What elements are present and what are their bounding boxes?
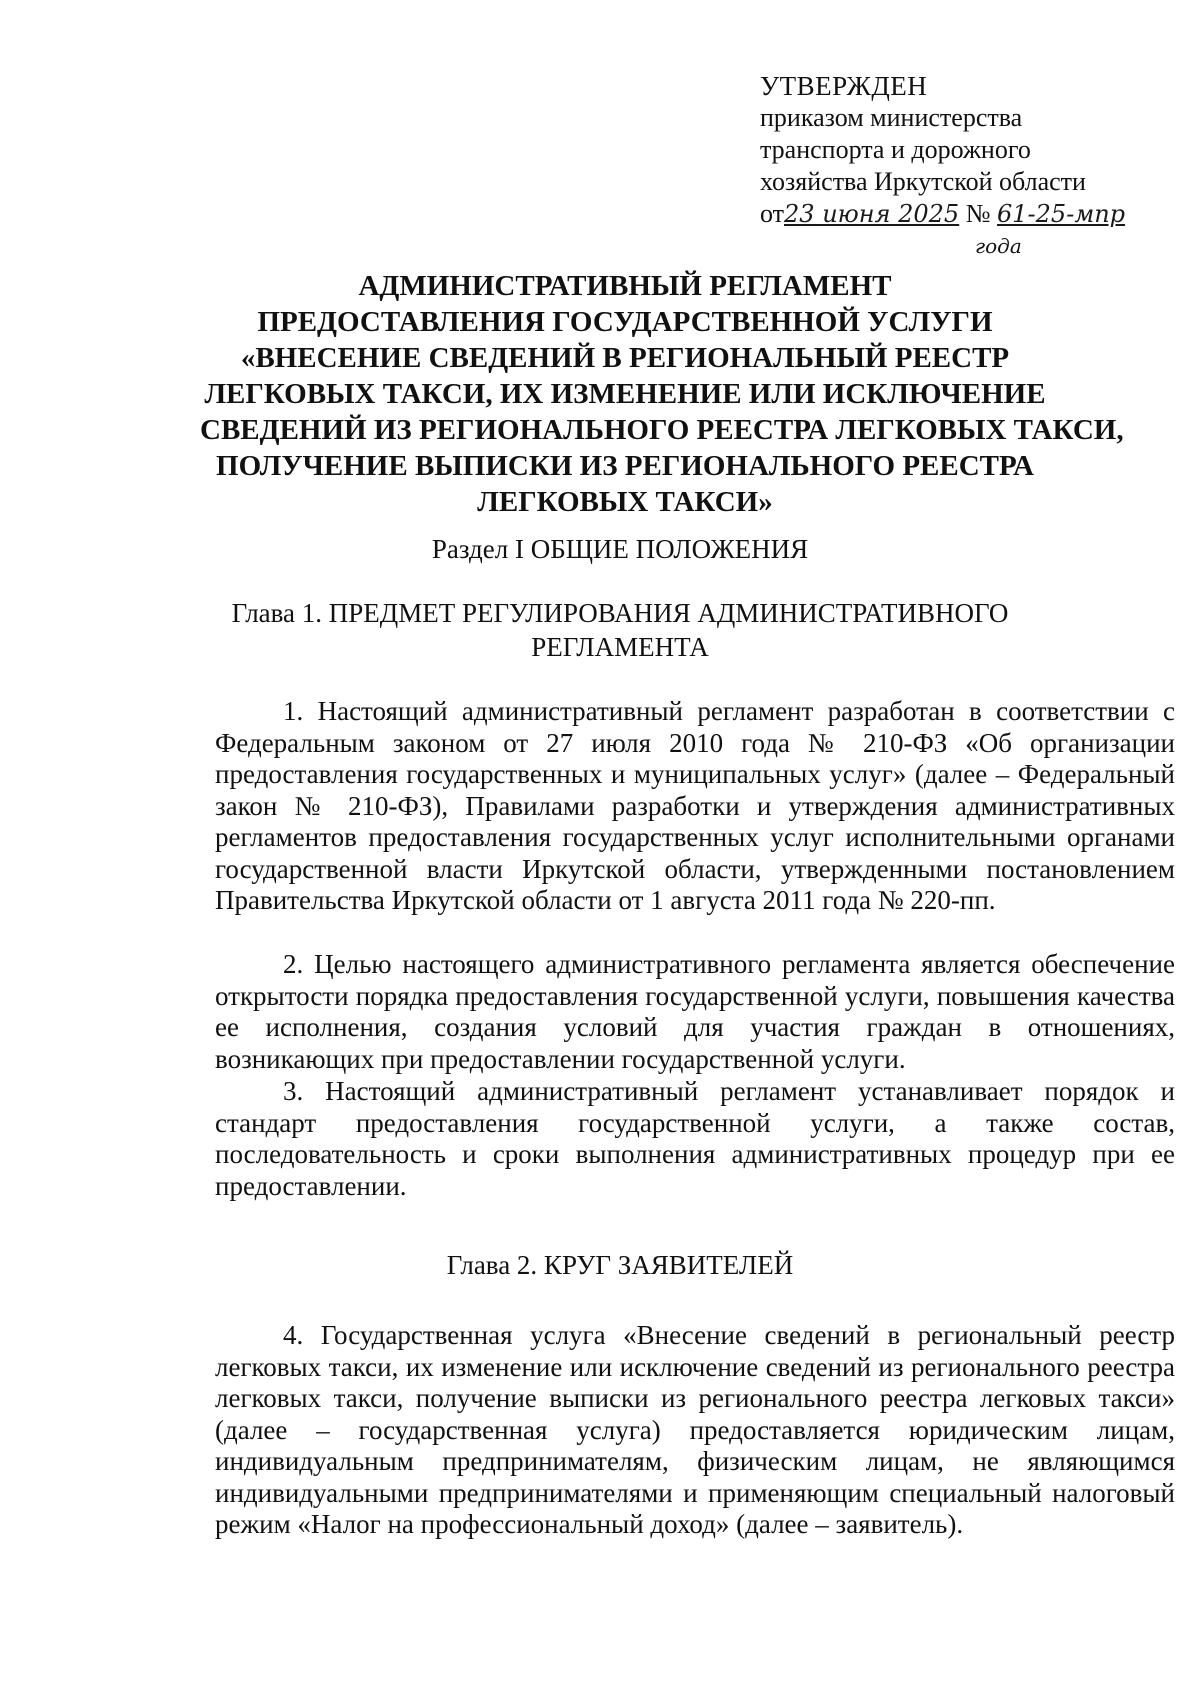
approval-date-line [760,198,1160,230]
approval-line-3: хозяйства Иркутской области [760,167,1086,196]
title-line-2: ПРЕДОСТАВЛЕНИЯ ГОСУДАРСТВЕННОЙ УСЛУГИ [257,306,993,338]
paragraph-2: 2. Целью настоящего административного регламента является обеспечение открытости порядка предоставления государственной услуги, повышения качества ее исполнения, создания условий для участия граждан в отношениях, возникающих при предоставлении государственной услуги. [215,949,1175,1074]
approval-line-2: транспорта и дорожного [760,135,1031,164]
approval-number-sign: № [965,199,991,228]
paragraph-1: 1. Настоящий административный регламент разработан в соответствии с Федеральным законом от 27 июля 2010 года № 210-ФЗ «Об организации предоставления государственных и муниципальных услуг» (далее – Федеральный закон № 210-ФЗ), Правилами разработки и утверждения административных регламентов предоставления государственных услуг исполнительными органами государственной власти Иркутской области, утвержденными постановлением Правительства Иркутской области от 1 августа 2011 года № 220-пп. [215,696,1175,915]
chapter-1-heading [215,596,1025,664]
title-line-7: ЛЕГКОВЫХ ТАКСИ» [477,486,773,518]
handwritten-order-number: 61-25-мпр [997,200,1126,228]
approval-title: УТВЕРЖДЕН [760,71,928,101]
title-line-4: ЛЕГКОВЫХ ТАКСИ, ИХ ИЗМЕНЕНИЕ ИЛИ ИСКЛЮЧЕНИЕ [204,378,1046,410]
handwritten-date: 23 июня 2025 [784,200,960,228]
paragraph-4: 4. Государственная услуга «Внесение сведений в региональный реестр легковых такси, их изменение или исключение сведений из регионального реестра легковых такси, получение выписки из регионального реестра легковых такси» (далее – государственная услуга) предоставляется юридическим лицам, индивидуальным предпринимателям, физическим лицам, не являющимся индивидуальными предпринимателями и применяющим специальный налоговый режим «Налог на профессиональный доход» (далее – заявитель). [215,1320,1175,1539]
title-line-6: ПОЛУЧЕНИЕ ВЫПИСКИ ИЗ РЕГИОНАЛЬНОГО РЕЕСТРА [216,450,1034,482]
chapter-1-line-1: Глава 1. ПРЕДМЕТ РЕГУЛИРОВАНИЯ АДМИНИСТРАТИВНОГО [231,598,1009,628]
approval-line-1: приказом министерства [760,103,1023,132]
title-line-5: СВЕДЕНИЙ ИЗ РЕГИОНАЛЬНОГО РЕЕСТРА ЛЕГКОВЫХ ТАКСИ, [200,414,1124,446]
approval-stamp-block [760,70,1160,258]
chapter-2-heading: Глава 2. КРУГ ЗАЯВИТЕЛЕЙ [446,1250,794,1280]
paragraph-3: 3. Настоящий административный регламент устанавливает порядок и стандарт предоставления государственной услуги, а также состав, последовательность и сроки выполнения административных процедур при ее предоставлении. [215,1076,1175,1201]
handwritten-year-suffix: года [975,234,1022,258]
document-title [200,268,1124,520]
section-heading: Раздел I ОБЩИЕ ПОЛОЖЕНИЯ [431,534,809,564]
title-line-1: АДМИНИСТРАТИВНЫЙ РЕГЛАМЕНТ [358,270,892,302]
chapter-1-line-2: РЕГЛАМЕНТА [531,632,709,662]
title-line-3: «ВНЕСЕНИЕ СВЕДЕНИЙ В РЕГИОНАЛЬНЫЙ РЕЕСТР [240,342,1010,374]
approval-from-prefix: от [760,199,785,228]
